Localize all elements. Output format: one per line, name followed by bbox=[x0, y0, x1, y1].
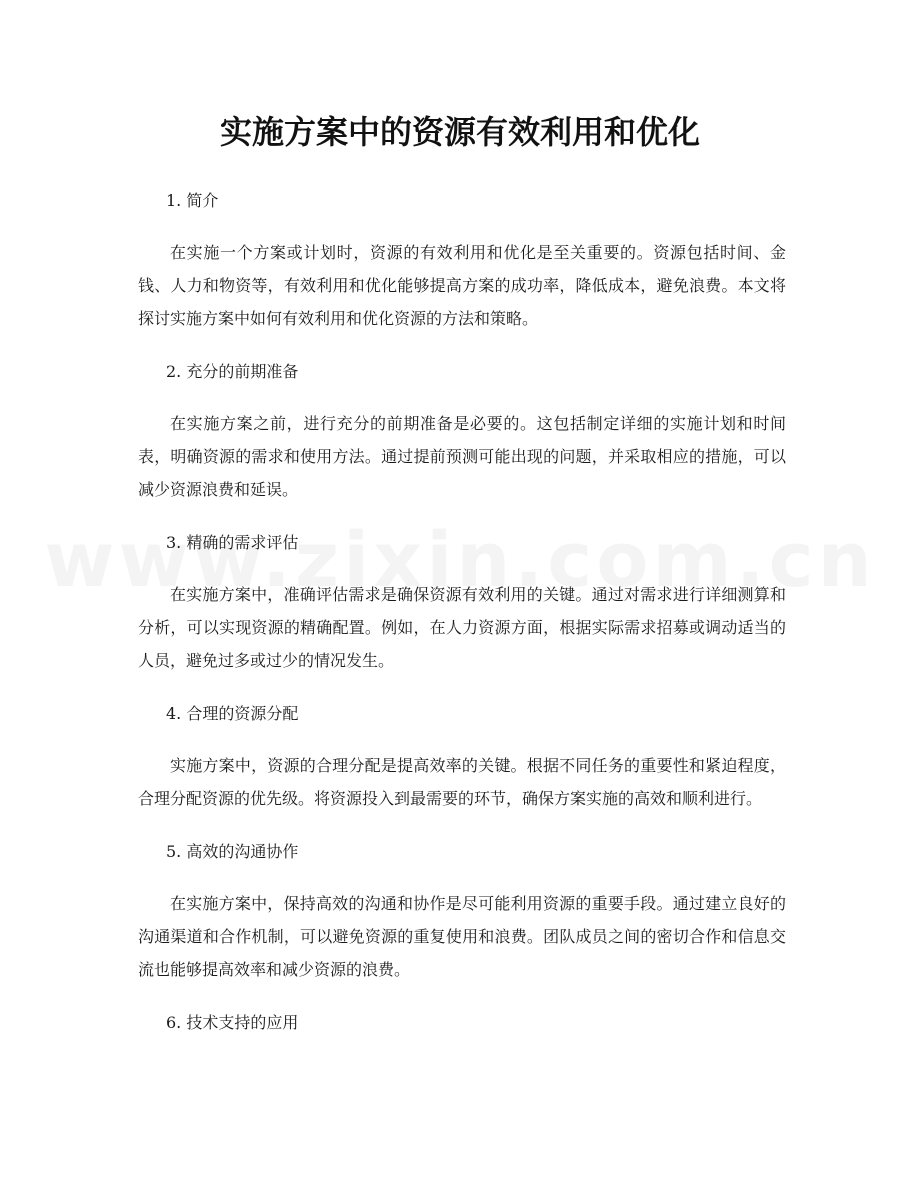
document-body bbox=[138, 181, 786, 1043]
section-preparation bbox=[138, 352, 786, 506]
section-paragraph: 在实施一个方案或计划时，资源的有效利用和优化是至关重要的。资源包括时间、金钱、人力和物资等，有效利用和优化能够提高方案的成功率，降低成本，避免浪费。本文将探讨实施方案中如何有效利用和优化资源的方法和策略。 bbox=[138, 243, 786, 328]
section-intro bbox=[138, 181, 786, 335]
section-heading: 4. 合理的资源分配 bbox=[166, 704, 299, 723]
section-heading: 5. 高效的沟通协作 bbox=[166, 842, 299, 861]
section-paragraph: 在实施方案中，准确评估需求是确保资源有效利用的关键。通过对需求进行详细测算和分析，可以实现资源的精确配置。例如，在人力资源方面，根据实际需求招募或调动适当的人员，避免过多或过少的情况发生。 bbox=[138, 585, 786, 670]
section-resource-allocation bbox=[138, 694, 786, 815]
section-heading: 3. 精确的需求评估 bbox=[166, 533, 299, 552]
section-heading: 2. 充分的前期准备 bbox=[166, 362, 299, 381]
document-title: 实施方案中的资源有效利用和优化 bbox=[219, 113, 700, 151]
section-paragraph: 在实施方案中，保持高效的沟通和协作是尽可能利用资源的重要手段。通过建立良好的沟通渠道和合作机制，可以避免资源的重复使用和浪费。团队成员之间的密切合作和信息交流也能够提高效率和减少资源的浪费。 bbox=[138, 894, 786, 979]
section-communication bbox=[138, 832, 786, 986]
section-paragraph: 实施方案中，资源的合理分配是提高效率的关键。根据不同任务的重要性和紧迫程度，合理分配资源的优先级。将资源投入到最需要的环节，确保方案实施的高效和顺利进行。 bbox=[138, 756, 786, 808]
section-paragraph: 在实施方案之前，进行充分的前期准备是必要的。这包括制定详细的实施计划和时间表，明确资源的需求和使用方法。通过提前预测可能出现的问题，并采取相应的措施，可以减少资源浪费和延误。 bbox=[138, 414, 786, 499]
section-technical-support bbox=[138, 1003, 786, 1043]
section-demand-assessment bbox=[138, 523, 786, 677]
section-heading: 1. 简介 bbox=[166, 191, 219, 210]
section-heading: 6. 技术支持的应用 bbox=[166, 1013, 299, 1032]
